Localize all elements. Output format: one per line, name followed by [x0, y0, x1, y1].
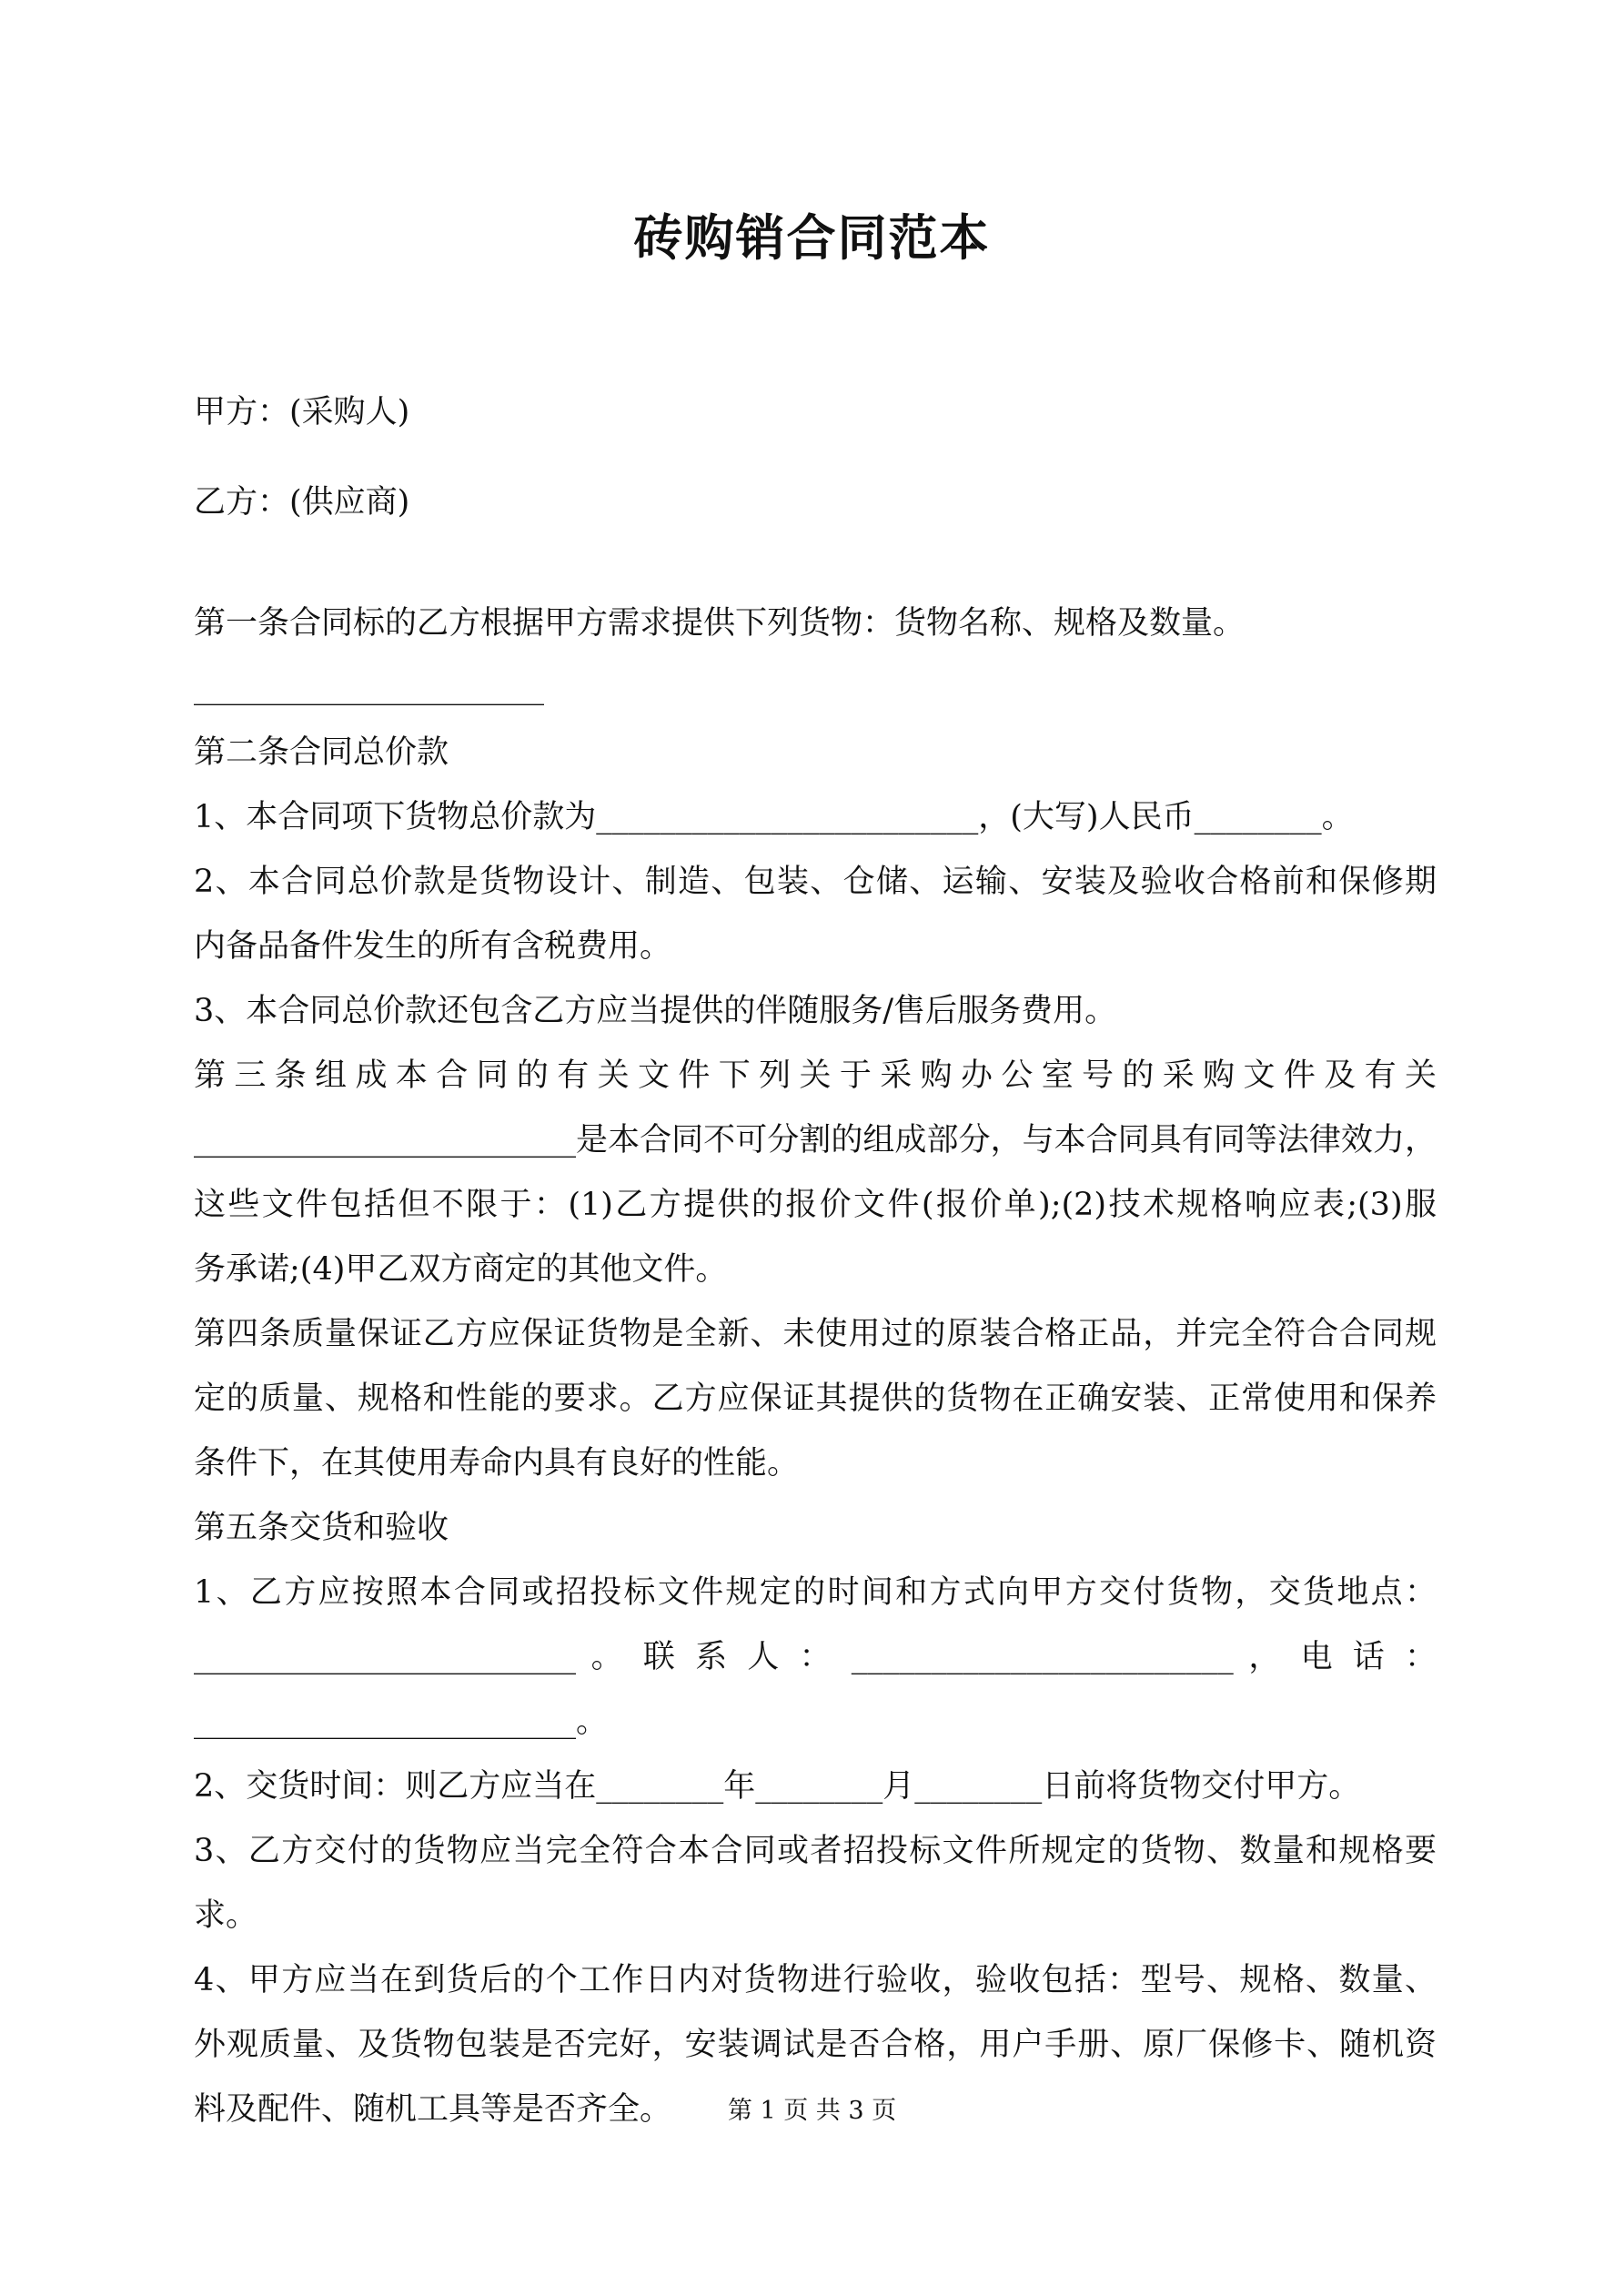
- article-5-heading: 第五条交货和验收: [194, 1510, 449, 1546]
- article-5-item-1-line-3: ________________________。: [194, 1704, 609, 1740]
- page-footer: 第 1 页 共 3 页: [727, 2097, 897, 2125]
- article-3-line-4: 务承诺;(4)甲乙双方商定的其他文件。: [194, 1251, 728, 1288]
- article-3-line-2: ________________________是本合同不可分割的组成部分，与本合同具有同等法律效力，: [194, 1122, 1437, 1158]
- document-body: [194, 380, 1437, 2142]
- spacer: [194, 535, 1437, 592]
- document-title: 砖购销合同范本: [633, 208, 991, 267]
- article-2-item-2-line-2: 内备品备件发生的所有含税费用。: [194, 928, 672, 965]
- article-2-heading: 第二条合同总价款: [194, 734, 449, 771]
- article-4-line-2: 定的质量、规格和性能的要求。乙方应保证其提供的货物在正确安装、正常使用和保养: [194, 1381, 1437, 1417]
- article-5-item-3-line-1: 3、乙方交付的货物应当完全符合本合同或者招投标文件所规定的货物、数量和规格要: [194, 1833, 1437, 1869]
- article-5-item-2: 2、交货时间：则乙方应当在________年________月________日前将货物交付甲方。: [194, 1768, 1361, 1805]
- article-3-line-1: 第三条组成本合同的有关文件下列关于采购办公室号的采购文件及有关: [194, 1057, 1437, 1094]
- article-2-item-2-line-1: 2、本合同总价款是货物设计、制造、包装、仓储、运输、安装及验收合格前和保修期: [194, 864, 1437, 900]
- party-b: 乙方：(供应商): [194, 484, 410, 521]
- article-5-item-3-line-2: 求。: [194, 1897, 258, 1934]
- party-a: 甲方：(采购人): [194, 394, 410, 430]
- article-2-item-3: 3、本合同总价款还包含乙方应当提供的伴随服务/售后服务费用。: [194, 993, 1117, 1029]
- article-5-item-4-line-2: 外观质量、及货物包装是否完好，安装调试是否合格，用户手册、原厂保修卡、随机资: [194, 2027, 1437, 2063]
- article-4-line-1: 第四条质量保证乙方应保证货物是全新、未使用过的原装合格正品，并完全符合合同规: [194, 1316, 1437, 1352]
- article-5-item-4-line-1: 4、甲方应当在到货后的个工作日内对货物进行验收，验收包括：型号、规格、数量、: [194, 1962, 1437, 1998]
- article-5-item-1-line-2: ________________________ 。 联 系 人 ： ________________________ ， 电 话 ：: [194, 1639, 1437, 1675]
- article-5-item-4-line-3: 料及配件、随机工具等是否齐全。: [194, 2091, 672, 2128]
- spacer: [194, 445, 1437, 470]
- article-4-line-3: 条件下，在其使用寿命内具有良好的性能。: [194, 1445, 800, 1482]
- article-2-item-1: 1、本合同项下货物总价款为________________________，(大写)人民币________。: [194, 799, 1354, 835]
- article-3-line-3: 这些文件包括但不限于：(1)乙方提供的报价文件(报价单);(2)技术规格响应表;(3)服: [194, 1187, 1437, 1223]
- article-1-heading: 第一条合同标的乙方根据甲方需求提供下列货物：货物名称、规格及数量。: [194, 605, 1246, 642]
- article-1-blank-line: ______________________: [194, 670, 544, 706]
- article-5-item-1-line-1: 1、乙方应按照本合同或招投标文件规定的时间和方式向甲方交付货物，交货地点：: [194, 1574, 1437, 1611]
